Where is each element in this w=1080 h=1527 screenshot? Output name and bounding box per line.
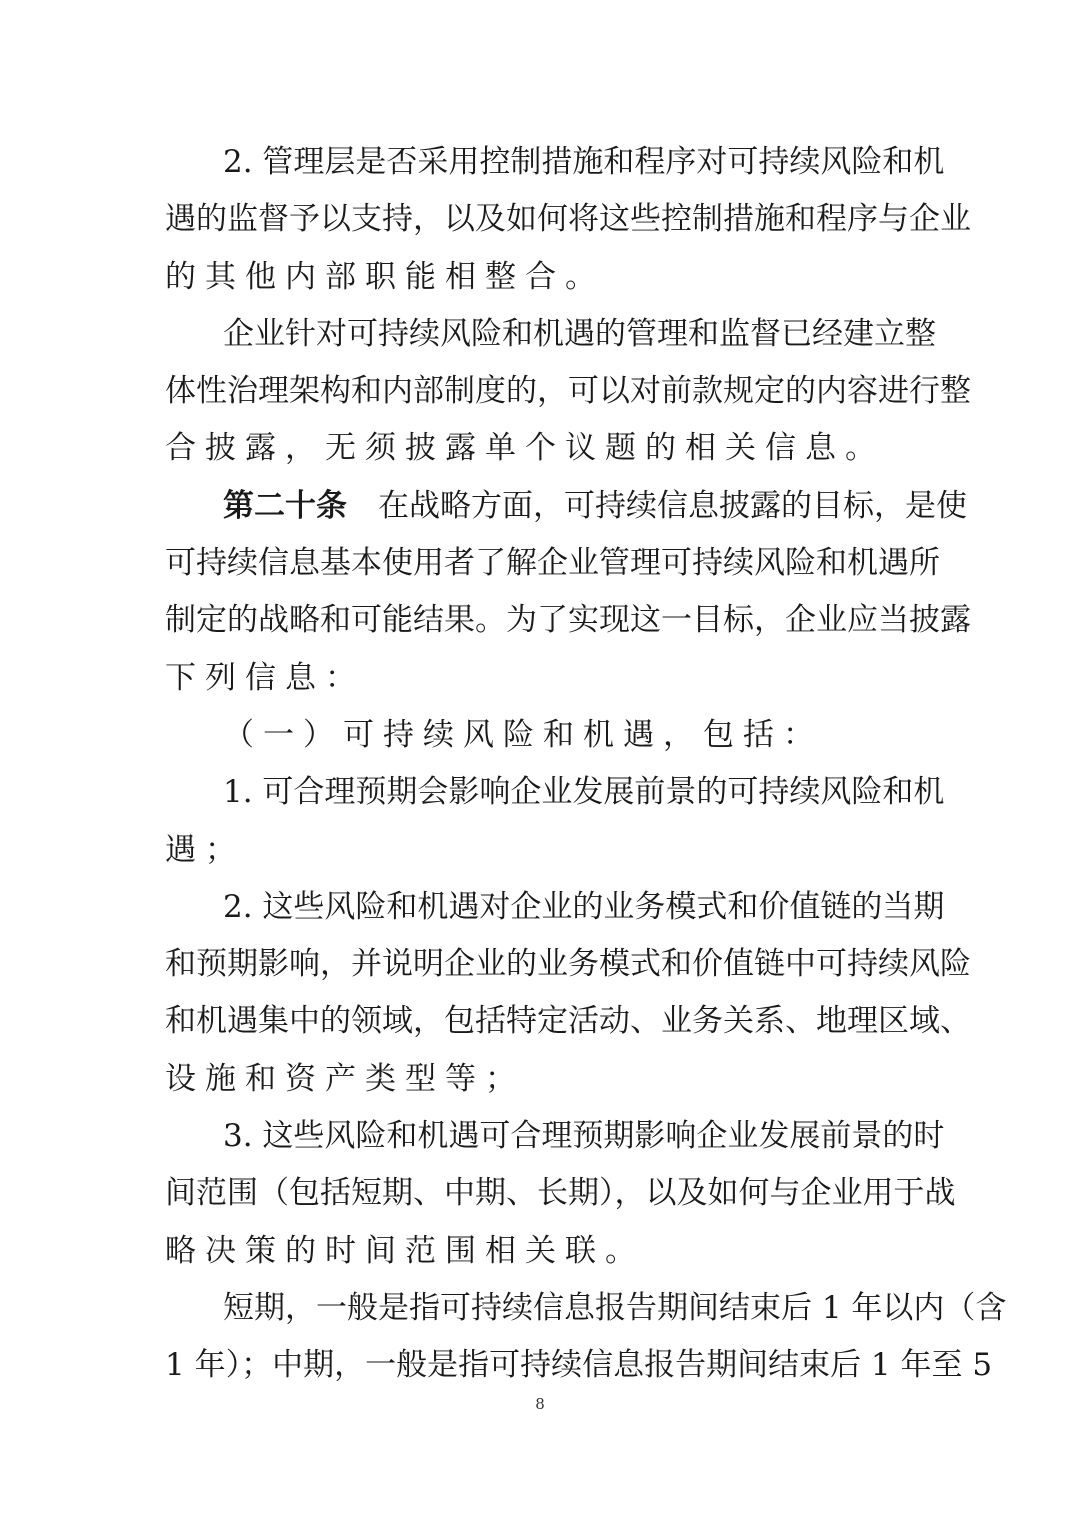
line-text: 合披露，无须披露单个议题的相关信息。 bbox=[165, 430, 885, 467]
text-line bbox=[165, 936, 971, 993]
line-text: 略决策的时间范围相关联。 bbox=[165, 1232, 645, 1269]
line-text: 1. 可合理预期会影响企业发展前景的可持续风险和机 bbox=[223, 774, 945, 811]
text-line bbox=[165, 764, 945, 821]
text-line bbox=[165, 306, 936, 363]
line-text: 遇的监督予以支持，以及如何将这些控制措施和程序与企业 bbox=[165, 201, 971, 238]
text-line bbox=[165, 478, 967, 535]
text-line bbox=[165, 1280, 1007, 1337]
line-text: 设施和资产类型等； bbox=[165, 1060, 525, 1097]
line-text: （一）可持续风险和机遇，包括： bbox=[223, 716, 823, 753]
text-line bbox=[165, 420, 917, 477]
article-text: 在战略方面，可持续信息披露的目标，是使 bbox=[378, 487, 967, 524]
text-line bbox=[165, 1337, 993, 1394]
line-text: 2. 管理层是否采用控制措施和程序对可持续风险和机 bbox=[223, 144, 945, 180]
line-text: 的其他内部职能相整合。 bbox=[165, 258, 605, 295]
text-line bbox=[165, 1051, 917, 1108]
text-line bbox=[165, 1223, 917, 1280]
text-line bbox=[165, 879, 945, 936]
line-text: 1 年）；中期，一般是指可持续信息报告期间结束后 1 年至 5 bbox=[165, 1347, 993, 1384]
document-body bbox=[165, 134, 1007, 1395]
text-line bbox=[165, 707, 917, 764]
line-text: 短期，一般是指可持续信息报告期间结束后 1 年以内（含 bbox=[223, 1289, 1007, 1326]
text-line bbox=[165, 592, 971, 649]
text-line bbox=[165, 1108, 945, 1165]
line-text bbox=[223, 478, 967, 535]
line-text: 企业针对可持续风险和机遇的管理和监督已经建立整 bbox=[223, 315, 936, 352]
line-text: 3. 这些风险和机遇可合理预期影响企业发展前景的时 bbox=[223, 1118, 945, 1155]
line-text: 下列信息： bbox=[165, 659, 365, 696]
page-number: 8 bbox=[535, 1395, 545, 1413]
text-line bbox=[165, 363, 971, 420]
text-line bbox=[165, 535, 940, 592]
text-line bbox=[165, 993, 971, 1050]
text-line bbox=[165, 134, 945, 191]
line-text: 2. 这些风险和机遇对企业的业务模式和价值链的当期 bbox=[223, 888, 945, 925]
line-text: 和机遇集中的领域，包括特定活动、业务关系、地理区域、 bbox=[165, 1003, 971, 1040]
line-text: 遇； bbox=[165, 831, 245, 868]
text-line bbox=[165, 650, 917, 707]
text-line bbox=[165, 191, 971, 248]
text-line bbox=[165, 249, 917, 306]
line-text: 可持续信息基本使用者了解企业管理可持续风险和机遇所 bbox=[165, 545, 940, 582]
line-text: 体性治理架构和内部制度的，可以对前款规定的内容进行整 bbox=[165, 373, 971, 410]
line-text: 制定的战略和可能结果。为了实现这一目标，企业应当披露 bbox=[165, 602, 971, 639]
line-text: 间范围（包括短期、中期、长期），以及如何与企业用于战 bbox=[165, 1175, 956, 1212]
text-line bbox=[165, 822, 917, 879]
article-heading: 第二十条 bbox=[223, 487, 347, 524]
text-line bbox=[165, 1165, 956, 1222]
line-text: 和预期影响，并说明企业的业务模式和价值链中可持续风险 bbox=[165, 946, 971, 983]
